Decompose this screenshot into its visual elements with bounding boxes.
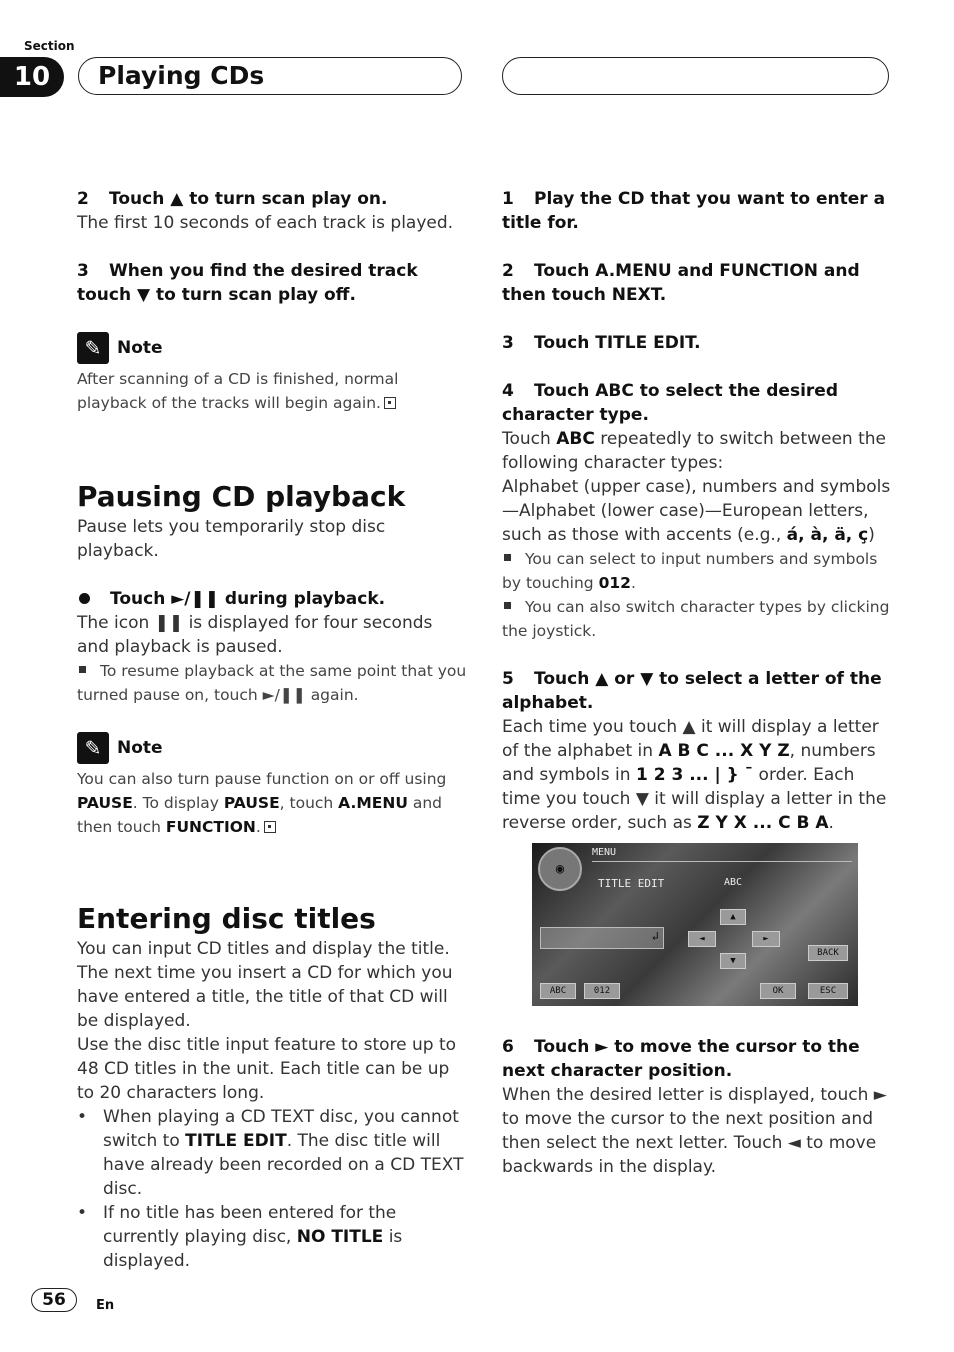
- cursor-return-icon: ↲: [651, 929, 659, 943]
- titles-heading: Entering disc titles: [77, 902, 376, 935]
- step-1: 1 Play the CD that you want to enter a title for.: [502, 189, 886, 233]
- screen-esc-button: ESC: [808, 983, 848, 999]
- header-right-frame: [502, 57, 889, 95]
- left-column: [77, 187, 467, 1273]
- step-6: 6 Touch ► to move the cursor to the next character position.: [502, 1037, 860, 1081]
- titles-bullet-1: • When playing a CD TEXT disc, you cannot switch to TITLE EDIT. The disc title will have already been recorded on a CD TEXT disc.: [77, 1107, 464, 1199]
- pause-intro: Pause lets you temporarily stop disc playback.: [77, 517, 386, 561]
- bullet-dot-icon: [79, 593, 90, 604]
- step-4-tip-1: You can select to input numbers and symbols by touching 012.: [502, 550, 878, 592]
- step-5-body: Each time you touch ▲ it will display a letter of the alphabet in A B C ... X Y Z, numbers and symbols in 1 2 3 ... | } ¯ order. Each time you touch ▼ it will display a letter in the reverse order, such as Z Y X ... C B A.: [502, 717, 887, 833]
- step-6-body: When the desired letter is displayed, touch ► to move the cursor to the next position and then select the next letter. Touch ◄ to move backwards in the display.: [502, 1085, 887, 1177]
- note-2-heading: ✎ Note: [77, 731, 467, 765]
- screen-title-edit-label: TITLE EDIT: [598, 877, 665, 890]
- end-mark-icon: [264, 821, 276, 833]
- section-label: Section: [24, 39, 75, 53]
- step-5: 5 Touch ▲ or ▼ to select a letter of the alphabet.: [502, 669, 882, 713]
- chapter-title: Playing CDs: [98, 61, 265, 90]
- tip-square-icon: [79, 666, 86, 673]
- pause-body: The icon ❚❚ is displayed for four seconds and playback is paused.: [77, 613, 433, 657]
- titles-bullet-2: • If no title has been entered for the currently playing disc, NO TITLE is displayed.: [77, 1203, 403, 1271]
- note-pencil-icon: ✎: [77, 332, 109, 364]
- page-number: 56: [31, 1288, 77, 1312]
- screen-title-field: [540, 927, 664, 949]
- pause-tip: To resume playback at the same point that you turned pause on, touch ►/❚❚ again.: [77, 662, 467, 704]
- screen-012-button: 012: [584, 983, 620, 999]
- screen-abc-label: ABC: [724, 877, 743, 888]
- right-column: [502, 187, 892, 835]
- note-1-heading: ✎ Note: [77, 331, 467, 365]
- pause-step: Touch ►/❚❚ during playback.: [77, 587, 467, 611]
- step-3-right: 3 Touch TITLE EDIT.: [502, 333, 701, 353]
- pause-heading: Pausing CD playback: [77, 480, 406, 513]
- section-number-badge: 10: [0, 57, 64, 97]
- step-4-body: Touch ABC repeatedly to switch between the following character types:: [502, 429, 887, 473]
- step-6-block: [502, 1035, 892, 1179]
- note-1-body: After scanning of a CD is finished, normal playback of the tracks will begin again.: [77, 370, 399, 412]
- title-edit-screen-image: [532, 843, 858, 1006]
- screen-back-button: BACK: [808, 945, 848, 961]
- titles-paragraph-1: You can input CD titles and display the title. The next time you insert a CD for which you have entered a title, the title of that CD will be displayed.: [77, 939, 453, 1031]
- step-4-tip-2: You can also switch character types by clicking the joystick.: [502, 598, 890, 640]
- step-2-right: 2 Touch A.MENU and FUNCTION and then touch NEXT.: [502, 261, 860, 305]
- screen-down-button: ▼: [720, 953, 746, 969]
- screen-up-button: ▲: [720, 909, 746, 925]
- screen-right-button: ►: [752, 931, 780, 947]
- note-2-body: You can also turn pause function on or off using PAUSE. To display PAUSE, touch A.MENU and then touch FUNCTION.: [77, 770, 447, 836]
- note-pencil-icon: ✎: [77, 732, 109, 764]
- screen-ok-button: OK: [760, 983, 796, 999]
- titles-paragraph-2: Use the disc title input feature to store up to 48 CD titles in the unit. Each title can be up to 20 characters long.: [77, 1035, 457, 1103]
- screen-menu-bar: MENU: [592, 847, 852, 862]
- step-4-types: Alphabet (upper case), numbers and symbols—Alphabet (lower case)—European letters, such as those with accents (e.g., á, à, ä, ç): [502, 477, 891, 545]
- step-2: 2 Touch ▲ to turn scan play on.: [77, 189, 388, 209]
- language-label: En: [96, 1298, 115, 1313]
- end-mark-icon: [384, 397, 396, 409]
- tip-square-icon: [504, 554, 511, 561]
- step-4: 4 Touch ABC to select the desired character type.: [502, 381, 838, 425]
- step-3: 3 When you find the desired track touch ▼ to turn scan play off.: [77, 261, 418, 305]
- screen-abc-button: ABC: [540, 983, 576, 999]
- step-2-body: The first 10 seconds of each track is played.: [77, 213, 454, 233]
- tip-square-icon: [504, 602, 511, 609]
- screen-left-button: ◄: [688, 931, 716, 947]
- disc-icon: ◉: [538, 847, 582, 891]
